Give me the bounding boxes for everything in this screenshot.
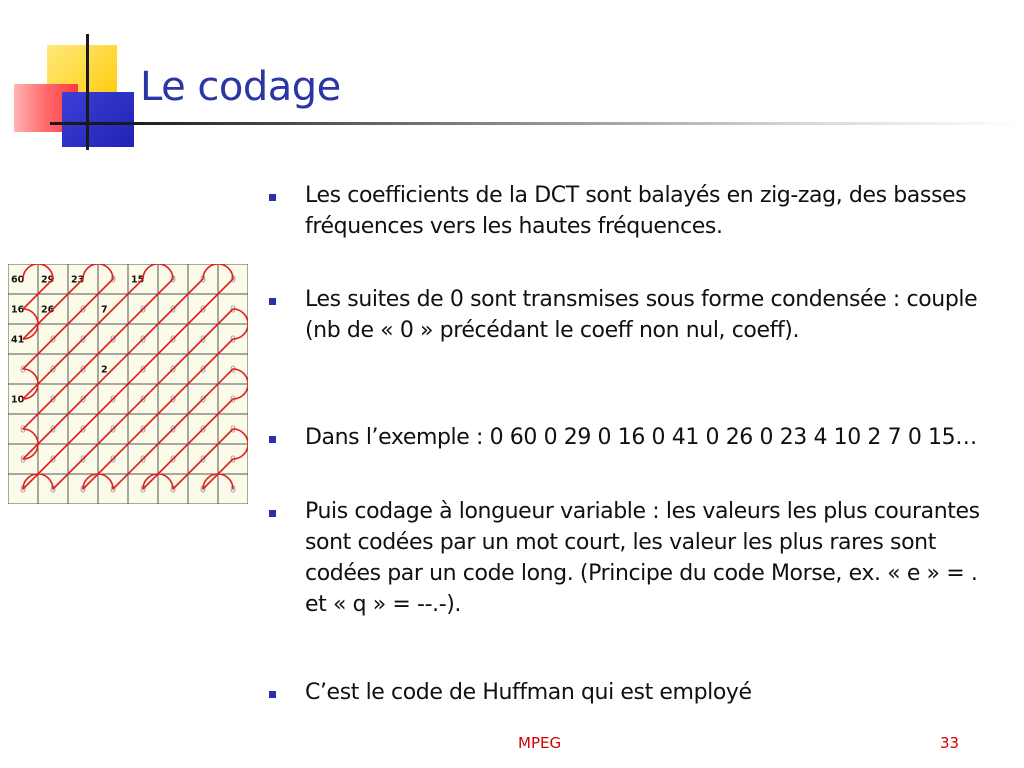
zigzag-scan-path — [23, 264, 248, 489]
matrix-cell-value: 16 — [11, 304, 25, 316]
bullet-marker — [269, 194, 276, 201]
matrix-cell-value: 0 — [139, 454, 147, 466]
matrix-cell-value: 0 — [169, 484, 177, 496]
matrix-cell-value: 0 — [109, 274, 117, 286]
matrix-cell-value: 0 — [199, 484, 207, 496]
matrix-cell-value: 26 — [41, 304, 55, 316]
bullet-marker — [269, 510, 276, 517]
bullet-text: Les suites de 0 sont transmises sous forme condensée : couple (nb de « 0 » précédant le coeff non nul, coeff). — [305, 287, 978, 343]
slide-logo — [0, 0, 160, 160]
matrix-cell-value: 0 — [169, 364, 177, 376]
slide-title: Le codage — [140, 64, 341, 110]
matrix-cell-value: 0 — [109, 484, 117, 496]
logo-blue-square — [62, 92, 134, 147]
matrix-cell-value: 0 — [109, 334, 117, 346]
matrix-cell-value: 60 — [11, 274, 25, 286]
logo-vertical-line — [86, 34, 89, 150]
matrix-cell-value: 0 — [169, 334, 177, 346]
matrix-cell-value: 0 — [229, 364, 237, 376]
matrix-cell-value: 0 — [79, 304, 87, 316]
matrix-cell-value: 0 — [229, 334, 237, 346]
bullet-marker — [269, 298, 276, 305]
matrix-cell-value: 0 — [49, 364, 57, 376]
matrix-cell-value: 0 — [169, 304, 177, 316]
matrix-cell-value: 0 — [19, 424, 27, 436]
matrix-cell-value: 0 — [49, 484, 57, 496]
matrix-cell-value: 0 — [79, 454, 87, 466]
matrix-cell-value: 0 — [109, 424, 117, 436]
matrix-cell-value: 0 — [79, 394, 87, 406]
bullet-text: Puis codage à longueur variable : les valeurs les plus courantes sont codées par un mot court, les valeur les plus rares sont codées par un code long. (Principe du code Morse, ex. « e » = . et « q » = --.-). — [305, 499, 980, 617]
matrix-cell-value: 0 — [109, 454, 117, 466]
matrix-cell-value: 0 — [79, 364, 87, 376]
matrix-cell-value: 0 — [19, 364, 27, 376]
matrix-cell-value: 0 — [139, 424, 147, 436]
matrix-cell-value: 0 — [139, 334, 147, 346]
matrix-cell-value: 0 — [49, 334, 57, 346]
matrix-cell-value: 0 — [139, 484, 147, 496]
dct-matrix — [8, 264, 248, 504]
matrix-cell-value: 0 — [79, 424, 87, 436]
matrix-cell-value: 0 — [199, 304, 207, 316]
matrix-cell-value: 0 — [19, 484, 27, 496]
bullet-text: Les coefficients de la DCT sont balayés en zig-zag, des basses fréquences vers les hautes fréquences. — [305, 183, 967, 239]
matrix-cell-value: 0 — [19, 454, 27, 466]
matrix-cell-value: 0 — [169, 454, 177, 466]
matrix-cell-value: 0 — [139, 304, 147, 316]
matrix-cell-value: 0 — [199, 424, 207, 436]
slide-number: 33 — [940, 734, 960, 752]
matrix-cell-value: 0 — [199, 364, 207, 376]
matrix-cell-value: 0 — [229, 484, 237, 496]
matrix-cell-value: 0 — [49, 454, 57, 466]
matrix-cell-value: 0 — [199, 394, 207, 406]
bullet-marker — [269, 691, 276, 698]
footer-title: MPEG — [518, 734, 562, 752]
matrix-cell-value: 0 — [79, 484, 87, 496]
matrix-cell-value: 0 — [49, 424, 57, 436]
matrix-cell-value: 0 — [229, 274, 237, 286]
dct-matrix-figure — [8, 264, 248, 504]
matrix-cell-value: 0 — [49, 394, 57, 406]
matrix-cell-value: 41 — [11, 334, 25, 346]
matrix-cell-value: 0 — [139, 364, 147, 376]
matrix-cell-value: 0 — [79, 334, 87, 346]
matrix-cell-value: 0 — [229, 424, 237, 436]
matrix-cell-value: 15 — [131, 274, 145, 286]
matrix-cell-value: 0 — [139, 394, 147, 406]
matrix-cell-value: 0 — [229, 394, 237, 406]
matrix-cell-value: 0 — [199, 334, 207, 346]
matrix-cell-value: 7 — [101, 304, 108, 316]
bullet-text: Dans l’exemple : 0 60 0 29 0 16 0 41 0 26 0 23 4 10 2 7 0 15… — [305, 425, 977, 450]
matrix-cell-value: 0 — [229, 454, 237, 466]
matrix-cell-value: 0 — [109, 394, 117, 406]
matrix-cell-value: 0 — [169, 424, 177, 436]
matrix-cell-value: 0 — [199, 274, 207, 286]
title-underline — [120, 122, 1024, 125]
matrix-cell-value: 0 — [169, 394, 177, 406]
matrix-cell-value: 2 — [101, 364, 108, 376]
matrix-cell-value: 0 — [229, 304, 237, 316]
matrix-cell-value: 29 — [41, 274, 55, 286]
matrix-cell-value: 0 — [199, 454, 207, 466]
matrix-cell-value: 0 — [169, 274, 177, 286]
bullet-text: C’est le code de Huffman qui est employé — [305, 680, 752, 705]
matrix-cell-value: 10 — [11, 394, 25, 406]
matrix-cell-value: 23 — [71, 274, 85, 286]
bullet-marker — [269, 436, 276, 443]
